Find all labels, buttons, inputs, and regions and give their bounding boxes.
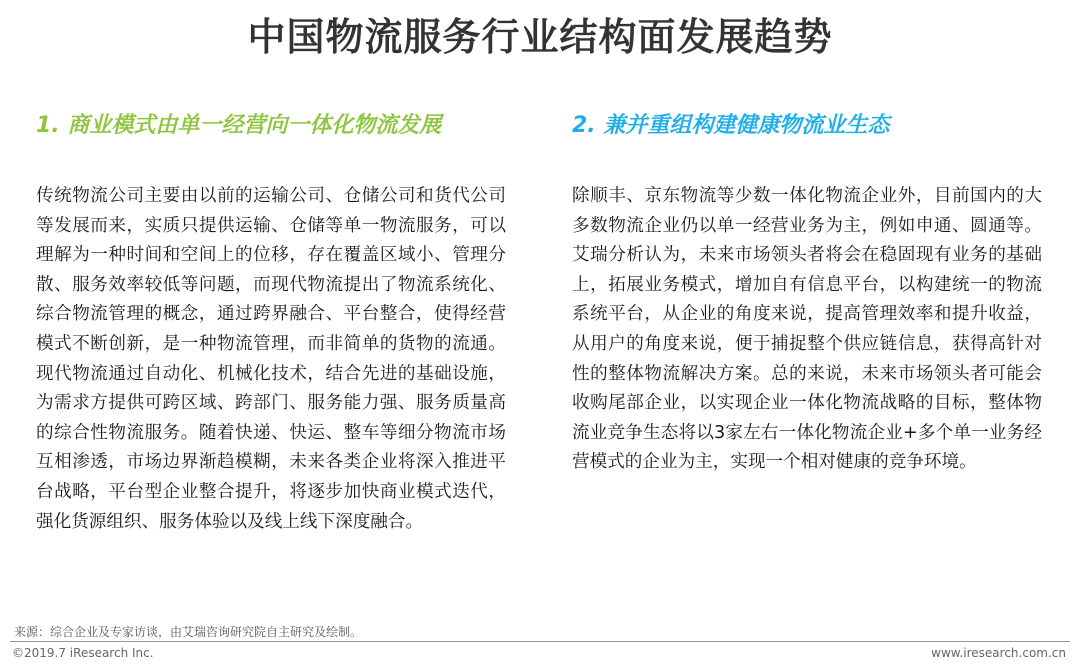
left-column: [36, 108, 506, 537]
page-title: 中国物流服务行业结构面发展趋势: [247, 15, 833, 59]
left-body-text: 传统物流公司主要由以前的运输公司、仓储公司和货代公司等发展而来，实质只提供运输、仓储等单一物流服务，可以理解为一种时间和空间上的位移，存在覆盖区域小、管理分散、服务效率较低等问题，而现代物流提出了物流系统化、综合物流管理的概念，通过跨界融合、平台整合，使得经营模式不断创新，是一种物流管理，而非简单的货物的流通。现代物流通过自动化、机械化技术，结合先进的基础设施，为需求方提供可跨区域、跨部门、服务能力强、服务质量高的综合性物流服务。随着快递、快运、整车等细分物流市场互相渗透，市场边界渐趋模糊，未来各类企业将深入推进平台战略，平台型企业整合提升，将逐步加快商业模式迭代，强化货源组织、服务体验以及线上线下深度融合。: [36, 186, 506, 532]
copyright-text: ©2019.7 iResearch Inc.: [12, 646, 154, 660]
right-heading: 2. 兼并重组构建健康物流业生态: [572, 113, 890, 138]
website-link[interactable]: www.iresearch.com.cn: [931, 646, 1066, 660]
left-heading: 1. 商业模式由单一经营向一体化物流发展: [36, 113, 442, 138]
footer-divider: [10, 641, 1070, 642]
right-column: [572, 108, 1042, 478]
right-body-text: 除顺丰、京东物流等少数一体化物流企业外，目前国内的大多数物流企业仍以单一经营业务为主，例如申通、圆通等。艾瑞分析认为，未来市场领头者将会在稳固现有业务的基础上，拓展业务模式，增加自有信息平台，以构建统一的物流系统平台，从企业的角度来说，提高管理效率和提升收益，从用户的角度来说，便于捕捉整个供应链信息，获得高针对性的整体物流解决方案。总的来说，未来市场领头者可能会收购尾部企业，以实现企业一体化物流战略的目标，整体物流业竞争生态将以3家左右一体化物流企业+多个单一业务经营模式的企业为主，实现一个相对健康的竞争环境。: [572, 186, 1042, 473]
source-note: 来源：综合企业及专家访谈，由艾瑞咨询研究院自主研究及绘制。: [14, 625, 363, 639]
